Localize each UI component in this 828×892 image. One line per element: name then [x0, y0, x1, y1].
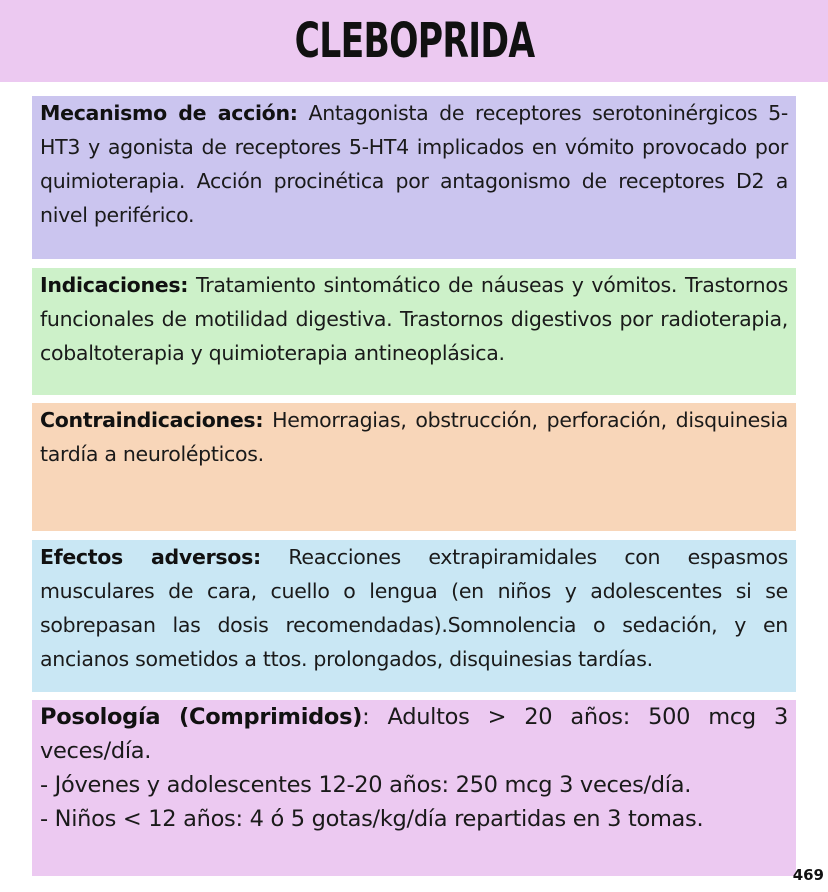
section-label: Posología (Comprimidos) — [40, 704, 363, 730]
page-number: 469 — [792, 866, 824, 884]
section-contraindicaciones — [32, 403, 796, 531]
posologia-line-2: - Jóvenes y adolescentes 12-20 años: 250 mcg 3 veces/día. — [40, 772, 692, 798]
section-posologia — [32, 700, 796, 876]
page-title: CLEBOPRIDA — [294, 13, 534, 69]
section-label: Contraindicaciones: — [40, 408, 264, 432]
section-text: : Adultos > 20 años: 500 mcg 3 veces/día. — [40, 704, 788, 764]
posologia-line-1 — [40, 700, 788, 768]
section-efectos-adversos — [32, 540, 796, 692]
section-text: Hemorragias, obstrucción, perforación, disquinesia tardía a neurolépticos. — [40, 408, 788, 466]
section-label: Mecanismo de acción: — [40, 101, 298, 125]
section-mecanismo-de-accion — [32, 96, 796, 259]
section-label: Indicaciones: — [40, 273, 189, 297]
section-indicaciones — [32, 268, 796, 395]
section-text: Antagonista de receptores serotoninérgicos 5-HT3 y agonista de receptores 5-HT4 implicados en vómito provocado por quimioterapia. Acción procinética por antagonismo de receptores D2 a nivel periférico. — [40, 101, 788, 227]
section-text: Tratamiento sintomático de náuseas y vómitos. Trastornos funcionales de motilidad digestiva. Trastornos digestivos por radioterapia, cobaltoterapia y quimioterapia antineoplásica. — [40, 273, 789, 365]
posologia-line-3: - Niños < 12 años: 4 ó 5 gotas/kg/día repartidas en 3 tomas. — [40, 806, 704, 832]
title-banner — [0, 0, 828, 82]
section-label: Efectos adversos: — [40, 545, 261, 569]
section-text: Reacciones extrapiramidales con espasmos musculares de cara, cuello o lengua (en niños y adolescentes si se sobrepasan las dosis recomendadas).Somnolencia o sedación, y en ancianos sometidos a ttos. prolongados, disquinesias tardías. — [40, 545, 789, 671]
